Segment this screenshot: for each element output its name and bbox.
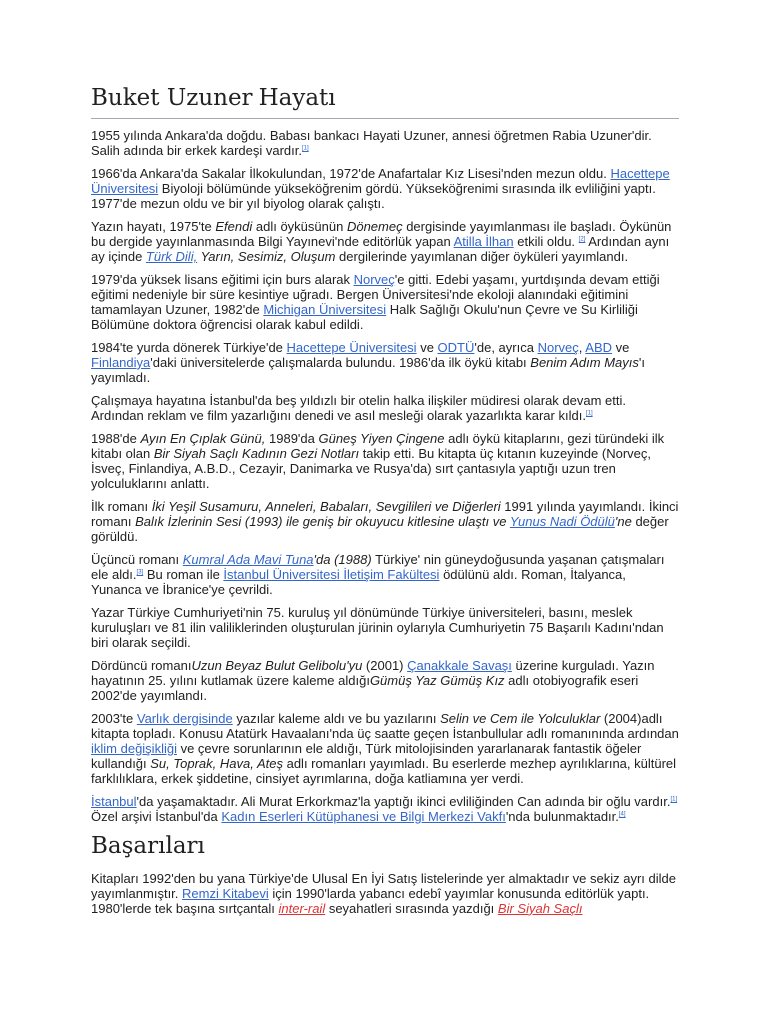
paragraph-career: Çalışmaya hayatına İstanbul'da beş yıldızlı bir otelin halka ilişkiler müdiresi olarak devam etti. Ardından reklam ve film yazarlığını denedi ve asıl mesleği olarak yazarlıkta karar kıldı.[1] — [91, 392, 627, 423]
link-hacettepe[interactable]: Hacettepe Üniversitesi — [91, 165, 670, 196]
ref-link[interactable]: [1] — [302, 145, 309, 152]
link-atilla-ilhan[interactable]: Atilla İlhan — [453, 233, 514, 249]
link-kadin-eserleri[interactable]: Kadın Eserleri Kütüphanesi ve Bilgi Merkezi Vakfı — [221, 808, 506, 824]
link-kumral-ada[interactable]: Kumral Ada Mavi Tuna — [182, 551, 314, 567]
paragraph-third-novel: Üçüncü romanı Kumral Ada Mavi Tuna'da (1988) Türkiye' nin güneydoğusunda yaşanan çatışmaları ele aldı.[3] Bu roman ile İstanbul Üniversitesi İletişim Fakültesi ödülünü aldı. Roman, İtalyanca, Yunanca ve İbranice'ye çevrildi. — [91, 551, 665, 597]
link-hacettepe-2[interactable]: Hacettepe Üniversitesi — [286, 339, 417, 355]
link-michigan[interactable]: Michigan Üniversitesi — [263, 301, 387, 317]
link-norvec[interactable]: Norveç — [353, 271, 395, 287]
paragraph-norway: 1979'da yüksek lisans eğitimi için burs alarak Norveç'e gitti. Edebi yaşamı, yurtdışında devam ettiği eğitimi nedeniyle bir süre kesintiye uğradı. Bergen Üniversitesi'nde ekoloji alanındaki eğitimini tamamlayan Uzuner, 1982'de Michigan Üniversitesi Halk Sağlığı Okulu'nun Çevre ve Su Kirliliği Bölümüne doktora öğrencisi olarak kabul edildi. — [91, 271, 660, 332]
title-name: Buket Uzuner — [91, 85, 253, 111]
link-norvec-2[interactable]: Norveç — [537, 339, 579, 355]
link-bir-siyah-sacli[interactable]: Bir Siyah Saçlı — [497, 900, 583, 916]
paragraph-2003: 2003'te Varlık dergisinde yazılar kaleme aldı ve bu yazılarını Selin ve Cem ile Yolculuklar (2004)adlı kitapta topladı. Konusu Atatürk Havaalanı'nda üç saatte geçen İstanbullular adlı romanınında ardından iklim değişikliği ve çevre sorunlarının ele aldığı, Türk mitolojisinden yararlanarak fantastik öğeler kullandığı Su, Toprak, Hava, Ateş adlı romanları yayımladı. Bu eserlerde mezhep ayrılıklarına, kültürel farklılıklara, erkek şiddetine, cinsiyet ayrımlarına, doğa katliamına yer verdi. — [91, 710, 679, 786]
link-inter-rail[interactable]: inter-rail — [278, 900, 326, 916]
link-istanbul[interactable]: İstanbul — [91, 793, 137, 809]
link-yunus-nadi[interactable]: Yunus Nadi Ödülü — [509, 513, 615, 529]
ref-link[interactable]: [1] — [670, 796, 678, 803]
link-turk-dili[interactable]: Türk Dili, — [145, 248, 198, 264]
ref-link[interactable]: [1] — [585, 410, 593, 417]
link-odtu[interactable]: ODTÜ — [437, 339, 475, 355]
paragraph-return: 1984'te yurda dönerek Türkiye'de Hacettepe Üniversitesi ve ODTÜ'de, ayrıca Norveç, ABD ve Finlandiya'daki üniversitelerde çalışmalarda bulundu. 1986'da ilk öykü kitabı Benim Adım Mayıs'ı yayımladı. — [91, 339, 645, 385]
title-section: Hayatı — [258, 85, 336, 111]
paragraph-award: Yazar Türkiye Cumhuriyeti'nin 75. kuruluş yıl dönümünde Türkiye üniversiteleri, basını, meslek kuruluşları ve 81 ilin valiliklerinden oluşturulan jürinin oylarıyla Cumhuriyetin 75 Başarılı Kadını'ndan biri olarak seçildi. — [91, 604, 664, 650]
link-abd[interactable]: ABD — [585, 339, 613, 355]
paragraph-books: 1988'de Ayın En Çıplak Günü, 1989'da Güneş Yiyen Çingene adlı öykü kitaplarını, gezi türündeki ilk kitabı olan Bir Siyah Saçlı Kadının Gezi Notları takip etti. Bu kitapta üç kıtanın kuzeyinde (Norveç, İsveç, Finlandiya, A.B.D., Cezayir, Danimarka ve Rusya'da) sırt çantasıyla yaptığı uzun tren yolculuklarını anlattı. — [91, 430, 665, 491]
link-varlik[interactable]: Varlık dergisinde — [136, 710, 233, 726]
ref-link[interactable]: [4] — [618, 811, 626, 818]
paragraph-personal: İstanbul'da yaşamaktadır. Ali Murat Erkorkmaz'la yaptığı ikinci evliliğinden Can adında bir oğlu vardır.[1] Özel arşivi İstanbul'da Kadın Eserleri Kütüphanesi ve Bilgi Merkezi Vakfı'nda bulunmaktadır.[4] — [91, 793, 678, 824]
link-finlandiya[interactable]: Finlandiya — [91, 354, 151, 370]
paragraph-birth: 1955 yılında Ankara'da doğdu. Babası bankacı Hayati Uzuner, annesi öğretmen Rabia Uzuner'dir. Salih adında bir erkek kardeşi vardır.[1] — [91, 127, 652, 158]
paragraph-fourth-novel: Dördüncü romanıUzun Beyaz Bulut Gelibolu'yu (2001) Çanakkale Savaşı üzerine kurguladı. Yazın hayatının 25. yılını kutlamak üzere kaleme aldığıGümüş Yaz Gümüş Kız adlı otobiyografik eseri 2002'de yayımlandı. — [91, 657, 655, 703]
link-iklim[interactable]: iklim değişikliği — [91, 740, 177, 756]
ref-link[interactable]: [3] — [136, 569, 144, 576]
link-canakkale[interactable]: Çanakkale Savaşı — [407, 657, 512, 673]
link-istanbul-uni[interactable]: İstanbul Üniversitesi İletişim Fakültesi — [223, 566, 440, 582]
ref-link[interactable]: [2] — [578, 236, 586, 243]
section-heading-achievements: Başarıları — [91, 832, 205, 859]
link-remzi[interactable]: Remzi Kitabevi — [182, 885, 269, 901]
paragraph-achievements: Kitapları 1992'den bu yana Türkiye'de Ulusal En İyi Satış listelerinde yer almaktadır ve sekiz ayrı dilde yayımlanmıştır. Remzi Kitabevi için 1990'larda yabancı edebî yayımlar konusunda editörlük yaptı. 1980'lerde tek başına sırtçantalı inter-rail seyahatleri sırasında yazdığı Bir Siyah Saçlı — [91, 870, 676, 916]
article — [91, 84, 679, 916]
paragraph-novels: İlk romanı İki Yeşil Susamuru, Anneleri, Babaları, Sevgilileri ve Diğerleri 1991 yılında yayımlandı. İkinci romanı Balık İzlerinin Sesi (1993) ile geniş bir okuyucu kitlesine ulaştı ve Yunus Nadi Ödülü'ne değer görüldü. — [91, 498, 679, 544]
paragraph-education: 1966'da Ankara'da Sakalar İlkokulundan, 1972'de Anafartalar Kız Lisesi'nden mezun oldu. Hacettepe Üniversitesi Biyoloji bölümünde yükseköğrenim gördü. Yükseköğrenimi sırasında ilk evliliğini yaptı. 1977'de mezun oldu ve bir yıl biyolog olarak çalıştı. — [91, 165, 670, 211]
paragraph-literary-start: Yazın hayatı, 1975'te Efendi adlı öyküsünün Dönemeç dergisinde yayımlanması ile başladı. Öykünün bu dergide yayınlanmasında Bilgi Yayınevi'nde editörlük yapan Atilla İlhan etkili oldu. [2] Ardından aynı ay içinde Türk Dili, Yarın, Sesimiz, Oluşum dergilerinde yayımlanan diğer öyküleri yayımlandı. — [91, 218, 672, 264]
page-title — [91, 84, 679, 119]
